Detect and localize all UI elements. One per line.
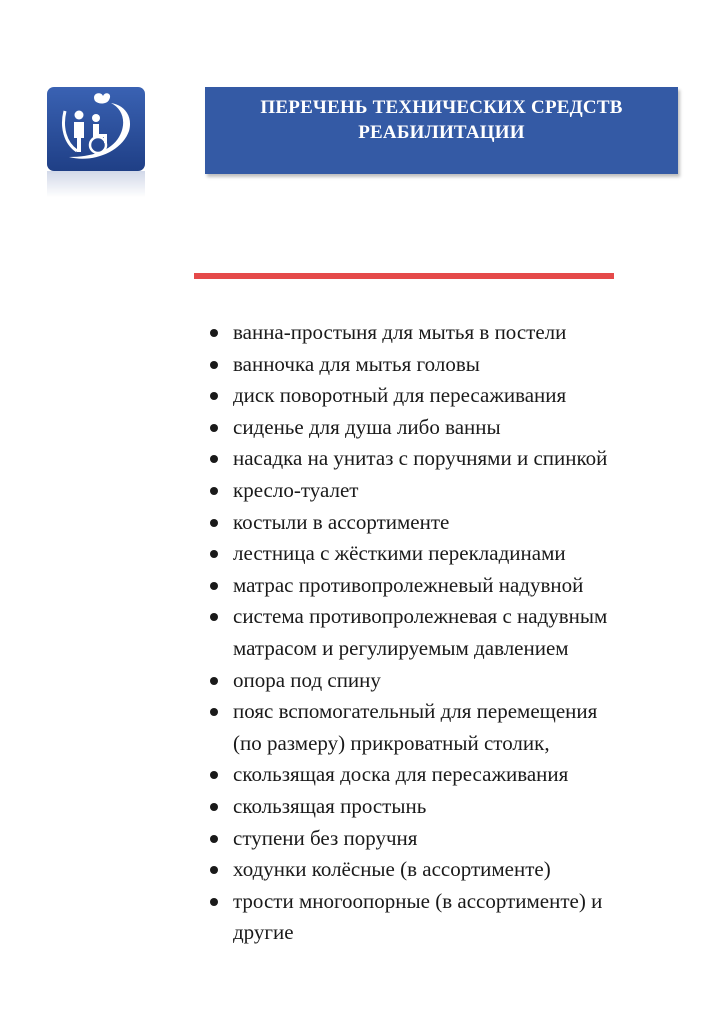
- logo-reflection: [47, 171, 145, 197]
- list-item-text: матрас противопролежневый надувной: [233, 572, 584, 597]
- bullet-icon: [210, 708, 218, 716]
- list-item: [208, 538, 688, 570]
- list-item: [208, 380, 688, 412]
- bullet-icon: [210, 519, 218, 527]
- title-banner: [205, 87, 678, 174]
- list-item-text: ходунки колёсные (в ассортименте): [233, 857, 551, 882]
- list-item: [208, 443, 688, 475]
- list-item-text: кресло-туалет: [233, 477, 359, 502]
- bullet-icon: [210, 550, 218, 558]
- bullet-icon: [210, 361, 218, 369]
- list-item: [208, 886, 688, 949]
- list-item: [208, 823, 688, 855]
- bullet-icon: [210, 771, 218, 779]
- bullet-icon: [210, 424, 218, 432]
- list-item-text: насадка на унитаз с поручнями и спинкой: [233, 446, 608, 471]
- list-item-text: костыли в ассортименте: [233, 509, 450, 534]
- bullet-icon: [210, 835, 218, 843]
- bullet-icon: [210, 487, 218, 495]
- bullet-icon: [210, 803, 218, 811]
- list-item-text: диск поворотный для пересаживания: [233, 383, 567, 408]
- bullet-icon: [210, 582, 218, 590]
- page-title-line-2: РЕАБИЛИТАЦИИ: [358, 121, 525, 143]
- bullet-icon: [210, 898, 218, 906]
- list-item-text: скользящая доска для пересаживания: [233, 762, 569, 787]
- list-item-text-continued: (по размеру) прикроватный столик,: [233, 730, 550, 755]
- list-item: [208, 412, 688, 444]
- list-item: [208, 349, 688, 381]
- list-item: [208, 791, 688, 823]
- bullet-icon: [210, 613, 218, 621]
- list-item-text: опора под спину: [233, 667, 381, 692]
- bullet-icon: [210, 677, 218, 685]
- list-item: [208, 696, 688, 759]
- wheelchair-user-icon: [47, 87, 145, 171]
- list-item: [208, 854, 688, 886]
- list-item-text: ванна-простыня для мытья в постели: [233, 320, 567, 344]
- bullet-icon: [210, 455, 218, 463]
- red-divider: [194, 273, 614, 279]
- list-item: [208, 759, 688, 791]
- list-item-text: сиденье для душа либо ванны: [233, 414, 501, 439]
- page-title-line-1: ПЕРЕЧЕНЬ ТЕХНИЧЕСКИХ СРЕДСТВ: [260, 96, 623, 118]
- list-item: [208, 570, 688, 602]
- list-item-text: лестница с жёсткими перекладинами: [233, 541, 566, 566]
- list-item-text: ванночка для мытья головы: [233, 351, 480, 376]
- page-title: [260, 95, 622, 145]
- bullet-icon: [210, 866, 218, 874]
- organization-logo: [47, 87, 145, 171]
- list-item-text: трости многоопорные (в ассортименте) и: [233, 888, 603, 913]
- list-item: [208, 665, 688, 697]
- list-item: [208, 475, 688, 507]
- bullet-icon: [210, 329, 218, 337]
- rehabilitation-items-list: [208, 317, 688, 949]
- list-item-text: пояс вспомогательный для перемещения: [233, 699, 598, 724]
- list-item-text: система противопролежневая с надувным: [233, 604, 608, 629]
- list-item-text-continued: другие: [233, 920, 294, 945]
- list-item: [208, 601, 688, 664]
- list-item: [208, 507, 688, 539]
- list-item-text-continued: матрасом и регулируемым давлением: [233, 635, 569, 660]
- list-item-text: ступени без поручня: [233, 825, 418, 850]
- list-item-text: скользящая простынь: [233, 793, 427, 818]
- list-item: [208, 317, 688, 349]
- bullet-icon: [210, 392, 218, 400]
